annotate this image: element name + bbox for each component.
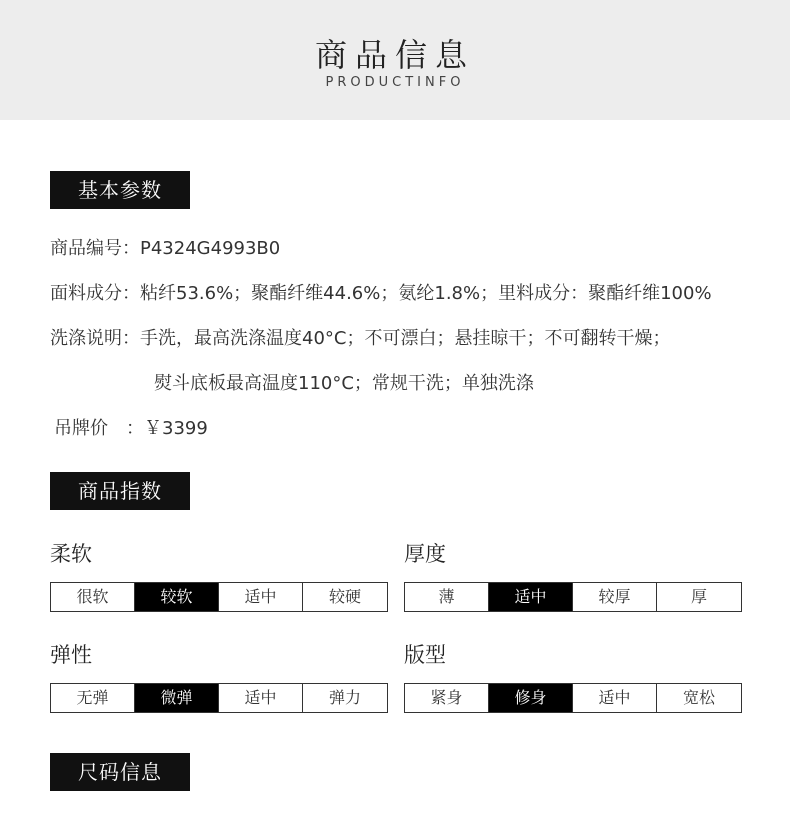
fit-option: 修身 (489, 684, 573, 712)
wash-row-2 (154, 372, 534, 396)
elasticity-title: 弹性 (50, 643, 92, 667)
softness-option: 较硬 (328, 587, 361, 606)
elasticity-option: 微弹 (135, 684, 219, 712)
wash-label: 洗涤说明： (50, 328, 140, 349)
section-product-index: 商品指数 (50, 472, 190, 510)
thickness-option: 薄 (405, 583, 489, 611)
product-code-row (50, 237, 280, 261)
fit-option: 宽松 (682, 688, 715, 707)
wash-row (50, 327, 670, 351)
section-size-info: 尺码信息 (50, 753, 190, 791)
product-code-label: 商品编号： (50, 238, 140, 259)
page-subtitle: PRODUCTINFO (325, 75, 465, 90)
softness-scale (50, 582, 388, 612)
product-code-value: P4324G4993B0 (140, 238, 281, 259)
softness-option: 很软 (51, 583, 135, 611)
softness-option: 适中 (219, 583, 303, 611)
price-row (54, 417, 208, 441)
thickness-scale (404, 582, 742, 612)
fit-title: 版型 (404, 643, 446, 667)
page-title: 商品信息 (314, 36, 475, 74)
thickness-title: 厚度 (404, 542, 446, 566)
fabric-row (50, 282, 712, 306)
elasticity-option: 弹力 (328, 688, 361, 707)
fit-option: 适中 (573, 684, 657, 712)
fabric-value: 粘纤53.6%；聚酯纤维44.6%；氨纶1.8%；里料成分：聚酯纤维100% (140, 283, 712, 304)
thickness-option: 厚 (690, 587, 707, 606)
elasticity-option: 适中 (219, 684, 303, 712)
price-label: 吊牌价 ： (54, 418, 144, 439)
elasticity-option: 无弹 (51, 684, 135, 712)
fit-scale (404, 683, 742, 713)
wash-line-2: 熨斗底板最高温度110°C；常规干洗；单独洗涤 (154, 373, 534, 394)
wash-line-1: 手洗，最高洗涤温度40°C；不可漂白；悬挂晾干；不可翻转干燥； (140, 328, 671, 349)
softness-option: 较软 (135, 583, 219, 611)
price-value: ￥3399 (144, 418, 208, 439)
thickness-option: 较厚 (573, 583, 657, 611)
fit-option: 紧身 (405, 684, 489, 712)
section-basic-params: 基本参数 (50, 171, 190, 209)
fabric-label: 面料成分： (50, 283, 140, 304)
softness-title: 柔软 (50, 542, 92, 566)
elasticity-scale (50, 683, 388, 713)
thickness-option: 适中 (489, 583, 573, 611)
